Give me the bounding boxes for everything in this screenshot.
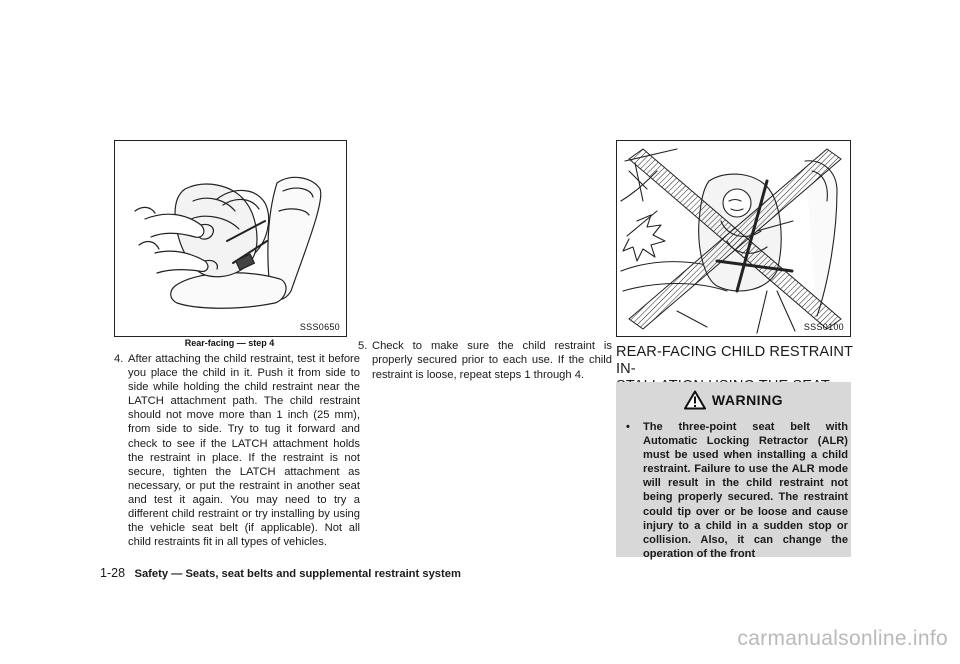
- section-title: Safety — Seats, seat belts and supplemental restraint system: [134, 568, 461, 580]
- warning-text: The three-point seat belt with Automatic Locking Retractor (ALR) must be used when installing a child restraint. Failure to use the ALR mode will result in the child restraint not being properly secured. The restraint could tip over or be loose and cause injury to a child in a sudden stop or collision. Also, it can change the operation of the front: [643, 421, 848, 560]
- page-number: 1-28: [100, 566, 126, 580]
- warning-box: [616, 382, 851, 560]
- section-heading-line1: REAR-FACING CHILD RESTRAINT IN-: [616, 344, 853, 377]
- figure-incorrect-installation: [616, 140, 851, 337]
- figure-caption: Rear-facing — step 4: [184, 338, 275, 348]
- figure-code: SSS0650: [299, 322, 340, 332]
- figure-code: SSS0100: [803, 322, 844, 332]
- step-4: [114, 352, 360, 549]
- figure-rear-facing-step4: [114, 140, 347, 337]
- page-footer: [100, 564, 461, 582]
- child-restraint-latch-illustration: [115, 141, 346, 336]
- step-text: After attaching the child restraint, test it before you place the child in it. Push it from side to side while holding the child restraint near the LATCH attachment path. The child restraint should not move more than 1 inch (25 mm), from side to side. Try to tug it forward and check to see if the LATCH attachment holds the restraint in place. If the restraint is not secure, tighten the LATCH attachment as necessary, or put the restraint in another seat and test it again. You may need to try a different child restraint or try installing by using the vehicle seat belt (if applicable). Not all child restraints fit in all types of vehicles.: [128, 353, 360, 549]
- watermark-text[interactable]: carmanualsonline.info: [737, 627, 948, 650]
- step-5: [358, 339, 612, 381]
- prohibited-front-seat-illustration: [617, 141, 850, 336]
- step-number: 5.: [358, 340, 368, 353]
- step-text: Check to make sure the child restraint is properly secured prior to each use. If the child restraint is loose, repeat steps 1 through 4.: [372, 340, 612, 381]
- warning-title: WARNING: [711, 392, 784, 408]
- warning-bullet: •: [626, 421, 630, 433]
- warning-triangle-icon: [684, 390, 706, 410]
- step-number: 4.: [114, 353, 124, 365]
- warning-item: [626, 420, 849, 561]
- warning-header: [616, 389, 851, 411]
